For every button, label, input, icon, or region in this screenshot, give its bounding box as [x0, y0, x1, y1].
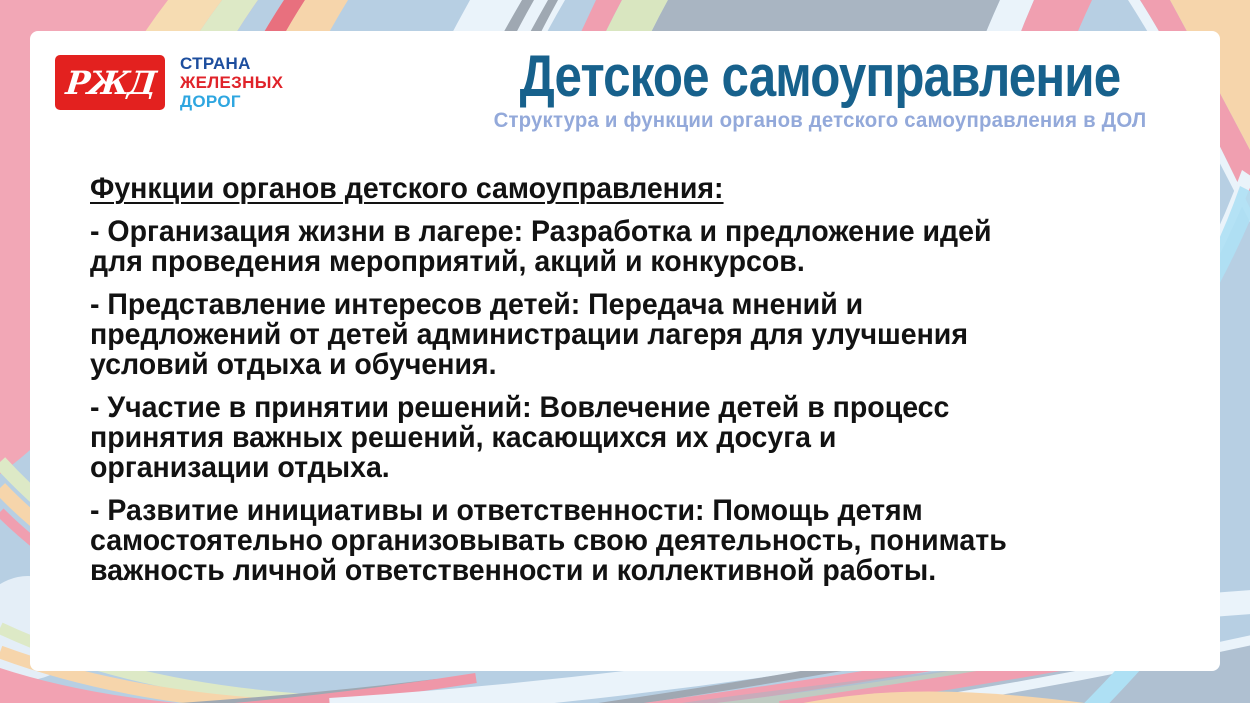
rzd-logo [55, 55, 165, 110]
body-line: - Участие в принятии решений: Вовлечение детей в процесс [90, 391, 950, 424]
body-line: - Развитие инициативы и ответственности: Помощь детям [90, 494, 923, 527]
body-line: важность личной ответственности и коллективной работы. [90, 554, 937, 587]
body-paragraph-1 [90, 217, 1197, 277]
slide-header [450, 44, 1190, 133]
body-paragraph-3 [90, 393, 1197, 483]
slide-card [30, 31, 1220, 671]
slide-title: Детское самоуправление [519, 44, 1121, 109]
slide-subtitle: Структура и функции органов детского самоуправления в ДОЛ [493, 109, 1147, 132]
body-line: - Организация жизни в лагере: Разработка и предложение идей [90, 215, 992, 248]
brand-line-zheleznykh: ЖЕЛЕЗНЫХ [180, 73, 284, 92]
brand-name [180, 54, 283, 111]
body-line: принятия важных решений, касающихся их досуга и [90, 421, 837, 454]
body-line: самостоятельно организовывать свою деятельность, понимать [90, 524, 1007, 557]
body-line: для проведения мероприятий, акций и конкурсов. [90, 245, 805, 278]
rzd-emblem-icon: РЖД [63, 63, 157, 102]
body-line: организации отдыха. [90, 451, 390, 484]
body-paragraph-4 [90, 496, 1197, 586]
brand-line-dorog: ДОРОГ [180, 92, 241, 111]
body-line: - Представление интересов детей: Передача мнений и [90, 288, 864, 321]
brand-line-strana: СТРАНА [180, 54, 251, 73]
body-paragraph-2 [90, 290, 1197, 380]
slide-body [90, 174, 1197, 586]
body-heading: Функции органов детского самоуправления: [90, 172, 724, 205]
body-line: предложений от детей администрации лагеря для улучшения [90, 318, 968, 351]
body-line: условий отдыха и обучения. [90, 348, 497, 381]
